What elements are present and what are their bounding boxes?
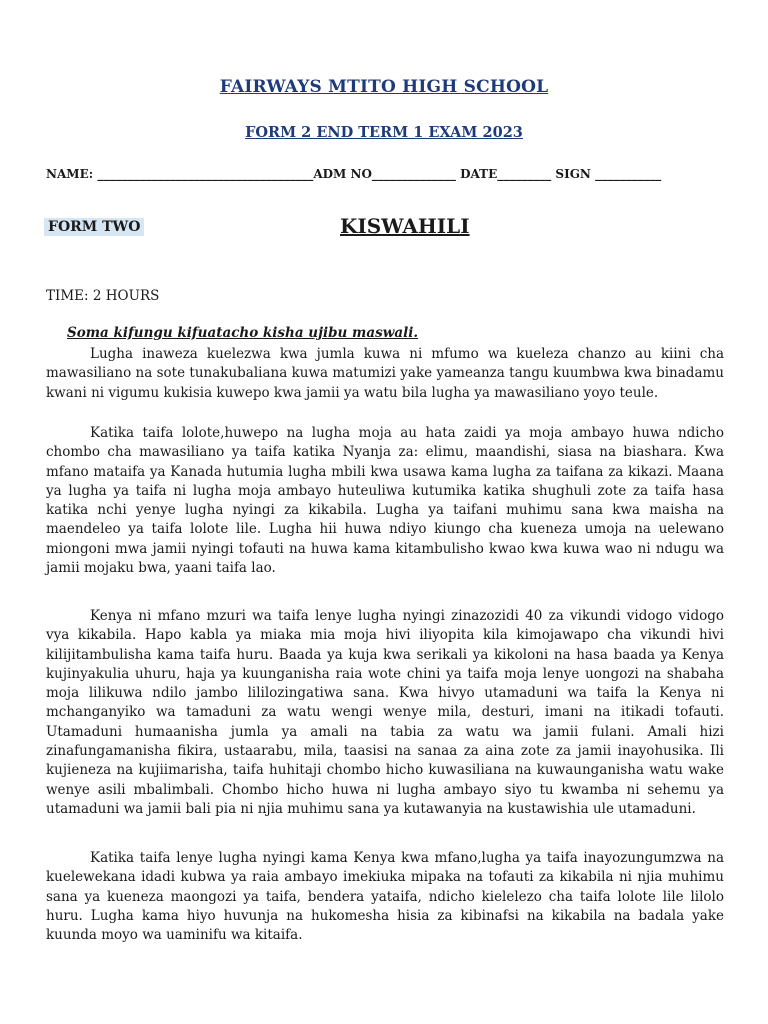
form-level-label: FORM TWO — [44, 218, 144, 236]
time-allowed: TIME: 2 HOURS — [46, 288, 160, 304]
school-name: FAIRWAYS MTITO HIGH SCHOOL — [219, 77, 549, 97]
instruction-heading: Soma kifungu kifuatacho kisha ujibu maswali. — [67, 325, 419, 341]
passage-paragraph: Katika taifa lolote,huwepo na lugha moja au hata zaidi ya moja ambayo huwa ndicho chombo cha mawasiliano ya taifa katika Nyanja za: elimu, maandishi, siasa na biashara. Kwa mfano mataifa ya Kanada hutumia lugha mbili kwa usawa kama lugha za taifana za kikazi. Maana ya lugha ya taifa ni lugha moja ambayo huteuliwa kutumika katika shughuli zote za taifa hasa katika nchi yenye lugha nyingi za kikabila. Lugha ya taifani muhimu sana kwa maisha na maendeleo ya taifa lolote lile. Lugha hii huwa ndiyo kiungo cha kueneza umoja na uelewano miongoni mwa jamii nyingi tofauti na huwa kama kitambulisho kwao kwa kuwa wao ni ndugu wa jamii mojaku bwa, yaani taifa lao. — [46, 425, 724, 577]
student-details-line: NAME: ____________________________________ADM NO______________ DATE_________ SIGN ___________ — [46, 167, 662, 181]
subject-title: KISWAHILI — [340, 214, 470, 238]
passage-paragraph: Kenya ni mfano mzuri wa taifa lenye lugha nyingi zinazozidi 40 za vikundi vidogo vidogo vya kikabila. Hapo kabla ya miaka mia moja hivi iliyopita kila kimojawapo cha vikundi hivi kilijitambulisha kama taifa huru. Baada ya kuja kwa serikali ya kikoloni na hasa baada ya Kenya kujinyakulia uhuru, haja ya kuunganisha raia wote chini ya taifa moja lenye uongozi na shabaha moja lilikuwa ndilo jambo lililozingatiwa sana. Kwa hivyo utamaduni wa taifa la Kenya ni mchanganyiko wa tamaduni za watu wengi wenye mila, desturi, imani na itikadi tofauti. Utamaduni humaanisha jumla ya amali na tabia za watu wa jamii fulani. Amali hizi zinafungamanisha fikira, ustaarabu, mila, taasisi na sanaa za aina zote za jamii inayohusika. Ili kujieneza na kujiimarisha, taifa huhitaji chombo hicho kuwasiliana na kuwaunganisha watu wake wenye asili mbalimbali. Chombo hicho huwa ni lugha ambayo siyo tu kwamba ni sehemu ya utamaduni wa jamii bali pia ni njia muhimu sana ya kutawanyia na kustawishia ule utamaduni. — [46, 608, 724, 817]
passage-paragraph: Lugha inaweza kuelezwa kwa jumla kuwa ni mfumo wa kueleza chanzo au kiini cha mawasiliano na sote tunakubaliana kuwa matumizi yake yameanza tangu kuumbwa kwa binadamu kwani ni vigumu kukisia kuwepo kwa jamii ya watu bila lugha ya mawasiliano yoyo teule. — [46, 346, 724, 401]
passage-paragraph: Katika taifa lenye lugha nyingi kama Kenya kwa mfano,lugha ya taifa inayozungumzwa na kuelewekana idadi kubwa ya raia ambayo imekiuka mipaka na tofauti za kikabila ni njia muhimu sana ya kueneza maongozi ya taifa, bendera yataifa, ndicho kielelezo cha taifa lolote lile lilolo huru. Lugha kama hiyo huvunja na hukomesha hisia za kibinafsi na kikabila na badala yake kuunda moyo wa uaminifu wa kitaifa. — [46, 850, 724, 944]
exam-title: FORM 2 END TERM 1 EXAM 2023 — [245, 124, 523, 141]
